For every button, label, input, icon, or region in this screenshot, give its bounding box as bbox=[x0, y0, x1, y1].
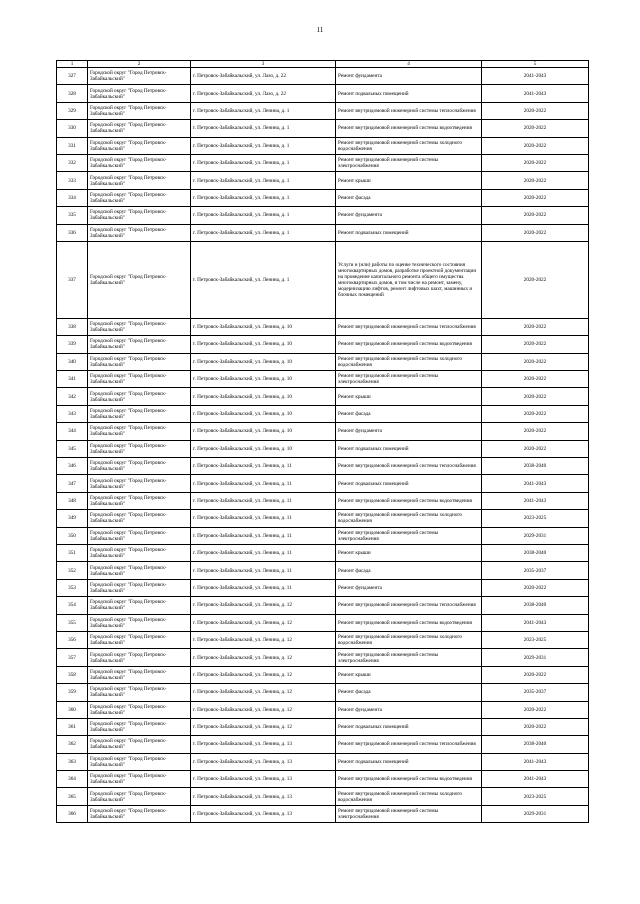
period-cell: 2020-2022 bbox=[482, 336, 589, 353]
address-cell: г. Петровск-Забайкальский, ул. Ленина, д. 1 bbox=[191, 241, 336, 318]
owner-cell: Городской округ "Город Петровск-Забайкальский" bbox=[88, 753, 191, 770]
row-number-cell: 356 bbox=[57, 631, 88, 648]
table-row bbox=[57, 562, 589, 579]
work-type-cell: Ремонт внутридомовой инженерной системы теплоснабжения bbox=[336, 458, 482, 475]
work-type-cell: Услуги и (или) работы по оценке технического состояния многоквартирных домов, разработке проектной документации на проведение капитального ремонта общего имущества многоквартирных домов, в том числе на ремонт, замену, модернизацию лифтов, ремонт лифтовых шахт, машинных и блочных помещений bbox=[336, 241, 482, 318]
row-number-cell: 366 bbox=[57, 805, 88, 822]
owner-cell: Городской округ "Город Петровск-Забайкальский" bbox=[88, 492, 191, 509]
owner-cell: Городской округ "Город Петровск-Забайкальский" bbox=[88, 788, 191, 805]
table-row bbox=[57, 318, 589, 335]
row-number-cell: 362 bbox=[57, 736, 88, 753]
period-cell: 2038-2040 bbox=[482, 736, 589, 753]
row-number-cell: 359 bbox=[57, 684, 88, 701]
row-number-cell: 365 bbox=[57, 788, 88, 805]
table-row bbox=[57, 405, 589, 422]
owner-cell: Городской округ "Город Петровск-Забайкальский" bbox=[88, 458, 191, 475]
work-type-cell: Ремонт внутридомовой инженерной системы холодного водоснабжения bbox=[336, 137, 482, 154]
table-row bbox=[57, 120, 589, 137]
row-number-cell: 332 bbox=[57, 154, 88, 171]
table-row bbox=[57, 371, 589, 388]
address-cell: г. Петровск-Забайкальский, ул. Ленина, д. 1 bbox=[191, 207, 336, 224]
address-cell: г. Петровск-Забайкальский, ул. Ленина, д. 1 bbox=[191, 120, 336, 137]
row-number-cell: 341 bbox=[57, 371, 88, 388]
period-cell: 2041-2043 bbox=[482, 85, 589, 102]
owner-cell: Городской округ "Город Петровск-Забайкальский" bbox=[88, 562, 191, 579]
table-row bbox=[57, 154, 589, 171]
work-type-cell: Ремонт фундамента bbox=[336, 68, 482, 85]
table-row bbox=[57, 631, 589, 648]
owner-cell: Городской округ "Город Петровск-Забайкальский" bbox=[88, 85, 191, 102]
table-row bbox=[57, 684, 589, 701]
work-type-cell: Ремонт внутридомовой инженерной системы теплоснабжения bbox=[336, 102, 482, 119]
period-cell: 2020-2022 bbox=[482, 241, 589, 318]
table-row bbox=[57, 241, 589, 318]
owner-cell: Городской округ "Город Петровск-Забайкальский" bbox=[88, 527, 191, 544]
table-row bbox=[57, 492, 589, 509]
period-cell: 2020-2022 bbox=[482, 579, 589, 596]
work-type-cell: Ремонт внутридомовой инженерной системы теплоснабжения bbox=[336, 736, 482, 753]
work-type-cell: Ремонт фасада bbox=[336, 405, 482, 422]
owner-cell: Городской округ "Город Петровск-Забайкальский" bbox=[88, 475, 191, 492]
row-number-cell: 349 bbox=[57, 510, 88, 527]
address-cell: г. Петровск-Забайкальский, ул. Ленина, д. 13 bbox=[191, 771, 336, 788]
column-number-1: 1 bbox=[57, 61, 88, 68]
period-cell: 2020-2022 bbox=[482, 137, 589, 154]
period-cell: 2041-2043 bbox=[482, 68, 589, 85]
row-number-cell: 331 bbox=[57, 137, 88, 154]
period-cell: 2038-2040 bbox=[482, 544, 589, 561]
table-row bbox=[57, 544, 589, 561]
table-row bbox=[57, 102, 589, 119]
row-number-cell: 345 bbox=[57, 440, 88, 457]
row-number-cell: 351 bbox=[57, 544, 88, 561]
row-number-cell: 330 bbox=[57, 120, 88, 137]
period-cell: 2029-2031 bbox=[482, 805, 589, 822]
row-number-cell: 357 bbox=[57, 649, 88, 666]
address-cell: г. Петровск-Забайкальский, ул. Ленина, д. 11 bbox=[191, 527, 336, 544]
period-cell: 2020-2022 bbox=[482, 207, 589, 224]
work-type-cell: Ремонт внутридомовой инженерной системы холодного водоснабжения bbox=[336, 631, 482, 648]
address-cell: г. Петровск-Забайкальский, ул. Ленина, д. 10 bbox=[191, 440, 336, 457]
address-cell: г. Петровск-Забайкальский, ул. Ленина, д. 12 bbox=[191, 631, 336, 648]
period-cell: 2020-2022 bbox=[482, 318, 589, 335]
work-type-cell: Ремонт фундамента bbox=[336, 701, 482, 718]
work-type-cell: Ремонт подвальных помещений bbox=[336, 753, 482, 770]
owner-cell: Городской округ "Город Петровск-Забайкальский" bbox=[88, 631, 191, 648]
owner-cell: Городской округ "Город Петровск-Забайкальский" bbox=[88, 718, 191, 735]
table-row bbox=[57, 172, 589, 189]
work-type-cell: Ремонт внутридомовой инженерной системы холодного водоснабжения bbox=[336, 353, 482, 370]
period-cell: 2020-2022 bbox=[482, 224, 589, 241]
owner-cell: Городской округ "Город Петровск-Забайкальский" bbox=[88, 172, 191, 189]
table-row bbox=[57, 353, 589, 370]
work-type-cell: Ремонт внутридомовой инженерной системы водоотведения bbox=[336, 492, 482, 509]
table-row bbox=[57, 579, 589, 596]
period-cell: 2023-2025 bbox=[482, 510, 589, 527]
period-cell: 2020-2022 bbox=[482, 666, 589, 683]
table-row bbox=[57, 649, 589, 666]
work-type-cell: Ремонт внутридомовой инженерной системы электроснабжения bbox=[336, 371, 482, 388]
address-cell: г. Петровск-Забайкальский, ул. Ленина, д. 10 bbox=[191, 405, 336, 422]
period-cell: 2020-2022 bbox=[482, 353, 589, 370]
row-number-cell: 353 bbox=[57, 579, 88, 596]
row-number-cell: 329 bbox=[57, 102, 88, 119]
row-number-cell: 361 bbox=[57, 718, 88, 735]
period-cell: 2020-2022 bbox=[482, 701, 589, 718]
address-cell: г. Петровск-Забайкальский, ул. Ленина, д. 12 bbox=[191, 701, 336, 718]
address-cell: г. Петровск-Забайкальский, ул. Ленина, д. 12 bbox=[191, 718, 336, 735]
work-type-cell: Ремонт внутридомовой инженерной системы теплоснабжения bbox=[336, 318, 482, 335]
table-row bbox=[57, 137, 589, 154]
work-type-cell: Ремонт внутридомовой инженерной системы холодного водоснабжения bbox=[336, 510, 482, 527]
period-cell: 2020-2022 bbox=[482, 102, 589, 119]
column-number-4: 4 bbox=[336, 61, 482, 68]
address-cell: г. Петровск-Забайкальский, ул. Ленина, д. 10 bbox=[191, 423, 336, 440]
owner-cell: Городской округ "Город Петровск-Забайкальский" bbox=[88, 137, 191, 154]
period-cell: 2035-2037 bbox=[482, 562, 589, 579]
address-cell: г. Петровск-Забайкальский, ул. Ленина, д. 11 bbox=[191, 510, 336, 527]
table-row bbox=[57, 771, 589, 788]
owner-cell: Городской округ "Город Петровск-Забайкальский" bbox=[88, 701, 191, 718]
address-cell: г. Петровск-Забайкальский, ул. Ленина, д. 11 bbox=[191, 492, 336, 509]
owner-cell: Городской округ "Город Петровск-Забайкальский" bbox=[88, 154, 191, 171]
address-cell: г. Петровск-Забайкальский, ул. Ленина, д. 12 bbox=[191, 649, 336, 666]
table-row bbox=[57, 207, 589, 224]
period-cell: 2020-2022 bbox=[482, 189, 589, 206]
period-cell: 2041-2043 bbox=[482, 614, 589, 631]
table-row bbox=[57, 805, 589, 822]
period-cell: 2041-2043 bbox=[482, 753, 589, 770]
table-row bbox=[57, 224, 589, 241]
address-cell: г. Петровск-Забайкальский, ул. Ленина, д. 11 bbox=[191, 458, 336, 475]
owner-cell: Городской округ "Город Петровск-Забайкальский" bbox=[88, 224, 191, 241]
owner-cell: Городской округ "Город Петровск-Забайкальский" bbox=[88, 353, 191, 370]
owner-cell: Городской округ "Город Петровск-Забайкальский" bbox=[88, 405, 191, 422]
work-type-cell: Ремонт крыши bbox=[336, 172, 482, 189]
address-cell: г. Петровск-Забайкальский, ул. Ленина, д. 11 bbox=[191, 579, 336, 596]
address-cell: г. Петровск-Забайкальский, ул. Ленина, д. 1 bbox=[191, 137, 336, 154]
owner-cell: Городской округ "Город Петровск-Забайкальский" bbox=[88, 544, 191, 561]
owner-cell: Городской округ "Город Петровск-Забайкальский" bbox=[88, 336, 191, 353]
address-cell: г. Петровск-Забайкальский, ул. Ленина, д. 10 bbox=[191, 388, 336, 405]
period-cell: 2020-2022 bbox=[482, 154, 589, 171]
work-type-cell: Ремонт фасада bbox=[336, 189, 482, 206]
address-cell: г. Петровск-Забайкальский, ул. Ленина, д. 12 bbox=[191, 666, 336, 683]
address-cell: г. Петровск-Забайкальский, ул. Ленина, д. 13 bbox=[191, 788, 336, 805]
row-number-cell: 364 bbox=[57, 771, 88, 788]
period-cell: 2029-2031 bbox=[482, 527, 589, 544]
work-type-cell: Ремонт внутридомовой инженерной системы теплоснабжения bbox=[336, 597, 482, 614]
row-number-cell: 348 bbox=[57, 492, 88, 509]
owner-cell: Городской округ "Город Петровск-Забайкальский" bbox=[88, 579, 191, 596]
address-cell: г. Петровск-Забайкальский, ул. Ленина, д. 1 bbox=[191, 154, 336, 171]
table-row bbox=[57, 458, 589, 475]
period-cell: 2020-2022 bbox=[482, 405, 589, 422]
owner-cell: Городской округ "Город Петровск-Забайкальский" bbox=[88, 68, 191, 85]
row-number-cell: 343 bbox=[57, 405, 88, 422]
column-number-2: 2 bbox=[88, 61, 191, 68]
row-number-cell: 328 bbox=[57, 85, 88, 102]
table-row bbox=[57, 527, 589, 544]
period-cell: 2038-2040 bbox=[482, 458, 589, 475]
work-type-cell: Ремонт внутридомовой инженерной системы холодного водоснабжения bbox=[336, 788, 482, 805]
work-type-cell: Ремонт подвальных помещений bbox=[336, 718, 482, 735]
address-cell: г. Петровск-Забайкальский, ул. Ленина, д. 13 bbox=[191, 753, 336, 770]
table-row bbox=[57, 718, 589, 735]
address-cell: г. Петровск-Забайкальский, ул. Ленина, д. 10 bbox=[191, 336, 336, 353]
row-number-cell: 327 bbox=[57, 68, 88, 85]
period-cell: 2020-2022 bbox=[482, 423, 589, 440]
period-cell: 2023-2025 bbox=[482, 788, 589, 805]
period-cell: 2038-2040 bbox=[482, 597, 589, 614]
work-type-cell: Ремонт подвальных помещений bbox=[336, 85, 482, 102]
work-type-cell: Ремонт внутридомовой инженерной системы водоотведения bbox=[336, 771, 482, 788]
table-row bbox=[57, 597, 589, 614]
work-type-cell: Ремонт подвальных помещений bbox=[336, 440, 482, 457]
owner-cell: Городской округ "Город Петровск-Забайкальский" bbox=[88, 805, 191, 822]
table-row bbox=[57, 701, 589, 718]
address-cell: г. Петровск-Забайкальский, ул. Ленина, д. 13 bbox=[191, 805, 336, 822]
owner-cell: Городской округ "Город Петровск-Забайкальский" bbox=[88, 597, 191, 614]
period-cell: 2041-2043 bbox=[482, 475, 589, 492]
table-row bbox=[57, 85, 589, 102]
table-row bbox=[57, 753, 589, 770]
row-number-cell: 347 bbox=[57, 475, 88, 492]
period-cell: 2023-2025 bbox=[482, 631, 589, 648]
period-cell: 2029-2031 bbox=[482, 649, 589, 666]
owner-cell: Городской округ "Город Петровск-Забайкальский" bbox=[88, 120, 191, 137]
table-body bbox=[57, 61, 589, 823]
row-number-cell: 363 bbox=[57, 753, 88, 770]
address-cell: г. Петровск-Забайкальский, ул. Ленина, д. 1 bbox=[191, 102, 336, 119]
owner-cell: Городской округ "Город Петровск-Забайкальский" bbox=[88, 649, 191, 666]
owner-cell: Городской округ "Город Петровск-Забайкальский" bbox=[88, 241, 191, 318]
work-type-cell: Ремонт внутридомовой инженерной системы водоотведения bbox=[336, 614, 482, 631]
work-type-cell: Ремонт фасада bbox=[336, 562, 482, 579]
column-number-5: 5 bbox=[482, 61, 589, 68]
address-cell: г. Петровск-Забайкальский, ул. Ленина, д. 12 bbox=[191, 684, 336, 701]
row-number-cell: 354 bbox=[57, 597, 88, 614]
address-cell: г. Петровск-Забайкальский, ул. Ленина, д. 13 bbox=[191, 736, 336, 753]
work-type-cell: Ремонт внутридомовой инженерной системы электроснабжения bbox=[336, 805, 482, 822]
address-cell: г. Петровск-Забайкальский, ул. Лазо, д. 22 bbox=[191, 85, 336, 102]
address-cell: г. Петровск-Забайкальский, ул. Ленина, д. 12 bbox=[191, 614, 336, 631]
work-type-cell: Ремонт внутридомовой инженерной системы электроснабжения bbox=[336, 527, 482, 544]
address-cell: г. Петровск-Забайкальский, ул. Ленина, д. 11 bbox=[191, 544, 336, 561]
row-number-cell: 352 bbox=[57, 562, 88, 579]
table-row bbox=[57, 475, 589, 492]
owner-cell: Городской округ "Город Петровск-Забайкальский" bbox=[88, 666, 191, 683]
period-cell: 2041-2043 bbox=[482, 771, 589, 788]
address-cell: г. Петровск-Забайкальский, ул. Ленина, д. 10 bbox=[191, 371, 336, 388]
owner-cell: Городской округ "Город Петровск-Забайкальский" bbox=[88, 440, 191, 457]
work-type-cell: Ремонт внутридомовой инженерной системы водоотведения bbox=[336, 120, 482, 137]
work-type-cell: Ремонт крыши bbox=[336, 666, 482, 683]
work-type-cell: Ремонт внутридомовой инженерной системы электроснабжения bbox=[336, 649, 482, 666]
table-row bbox=[57, 510, 589, 527]
work-type-cell: Ремонт фасада bbox=[336, 684, 482, 701]
owner-cell: Городской округ "Город Петровск-Забайкальский" bbox=[88, 388, 191, 405]
address-cell: г. Петровск-Забайкальский, ул. Ленина, д. 11 bbox=[191, 562, 336, 579]
address-cell: г. Петровск-Забайкальский, ул. Ленина, д. 10 bbox=[191, 353, 336, 370]
period-cell: 2020-2022 bbox=[482, 172, 589, 189]
row-number-cell: 340 bbox=[57, 353, 88, 370]
owner-cell: Городской округ "Город Петровск-Забайкальский" bbox=[88, 318, 191, 335]
owner-cell: Городской округ "Город Петровск-Забайкальский" bbox=[88, 771, 191, 788]
work-type-cell: Ремонт крыши bbox=[336, 544, 482, 561]
period-cell: 2020-2022 bbox=[482, 371, 589, 388]
page-number: 11 bbox=[316, 26, 324, 34]
row-number-cell: 334 bbox=[57, 189, 88, 206]
address-cell: г. Петровск-Забайкальский, ул. Ленина, д. 1 bbox=[191, 172, 336, 189]
table-row bbox=[57, 614, 589, 631]
owner-cell: Городской округ "Город Петровск-Забайкальский" bbox=[88, 189, 191, 206]
work-type-cell: Ремонт фундамента bbox=[336, 207, 482, 224]
row-number-cell: 355 bbox=[57, 614, 88, 631]
row-number-cell: 333 bbox=[57, 172, 88, 189]
owner-cell: Городской округ "Город Петровск-Забайкальский" bbox=[88, 614, 191, 631]
address-cell: г. Петровск-Забайкальский, ул. Лазо, д. 22 bbox=[191, 68, 336, 85]
row-number-cell: 336 bbox=[57, 224, 88, 241]
owner-cell: Городской округ "Город Петровск-Забайкальский" bbox=[88, 684, 191, 701]
column-number-row bbox=[57, 61, 589, 68]
work-type-cell: Ремонт крыши bbox=[336, 388, 482, 405]
address-cell: г. Петровск-Забайкальский, ул. Ленина, д. 11 bbox=[191, 475, 336, 492]
table-row bbox=[57, 423, 589, 440]
row-number-cell: 346 bbox=[57, 458, 88, 475]
address-cell: г. Петровск-Забайкальский, ул. Ленина, д. 10 bbox=[191, 318, 336, 335]
table-row bbox=[57, 440, 589, 457]
period-cell: 2020-2022 bbox=[482, 440, 589, 457]
work-type-cell: Ремонт внутридомовой инженерной системы водоотведения bbox=[336, 336, 482, 353]
column-number-3: 3 bbox=[191, 61, 336, 68]
table-row bbox=[57, 666, 589, 683]
work-type-cell: Ремонт внутридомовой инженерной системы электроснабжения bbox=[336, 154, 482, 171]
owner-cell: Городской округ "Город Петровск-Забайкальский" bbox=[88, 371, 191, 388]
repair-schedule-table bbox=[56, 60, 589, 823]
work-type-cell: Ремонт фундамента bbox=[336, 579, 482, 596]
address-cell: г. Петровск-Забайкальский, ул. Ленина, д. 1 bbox=[191, 189, 336, 206]
work-type-cell: Ремонт подвальных помещений bbox=[336, 224, 482, 241]
address-cell: г. Петровск-Забайкальский, ул. Ленина, д. 1 bbox=[191, 224, 336, 241]
period-cell: 2041-2043 bbox=[482, 492, 589, 509]
row-number-cell: 350 bbox=[57, 527, 88, 544]
row-number-cell: 342 bbox=[57, 388, 88, 405]
row-number-cell: 338 bbox=[57, 318, 88, 335]
row-number-cell: 344 bbox=[57, 423, 88, 440]
owner-cell: Городской округ "Город Петровск-Забайкальский" bbox=[88, 423, 191, 440]
owner-cell: Городской округ "Город Петровск-Забайкальский" bbox=[88, 510, 191, 527]
table-row bbox=[57, 68, 589, 85]
work-type-cell: Ремонт фундамента bbox=[336, 423, 482, 440]
owner-cell: Городской округ "Город Петровск-Забайкальский" bbox=[88, 102, 191, 119]
owner-cell: Городской округ "Город Петровск-Забайкальский" bbox=[88, 207, 191, 224]
table-row bbox=[57, 189, 589, 206]
period-cell: 2035-2037 bbox=[482, 684, 589, 701]
period-cell: 2020-2022 bbox=[482, 718, 589, 735]
address-cell: г. Петровск-Забайкальский, ул. Ленина, д. 12 bbox=[191, 597, 336, 614]
row-number-cell: 337 bbox=[57, 241, 88, 318]
owner-cell: Городской округ "Город Петровск-Забайкальский" bbox=[88, 736, 191, 753]
period-cell: 2020-2022 bbox=[482, 388, 589, 405]
work-type-cell: Ремонт подвальных помещений bbox=[336, 475, 482, 492]
period-cell: 2020-2022 bbox=[482, 120, 589, 137]
table-row bbox=[57, 336, 589, 353]
table-row bbox=[57, 388, 589, 405]
row-number-cell: 358 bbox=[57, 666, 88, 683]
row-number-cell: 339 bbox=[57, 336, 88, 353]
row-number-cell: 335 bbox=[57, 207, 88, 224]
table-row bbox=[57, 736, 589, 753]
row-number-cell: 360 bbox=[57, 701, 88, 718]
table-row bbox=[57, 788, 589, 805]
